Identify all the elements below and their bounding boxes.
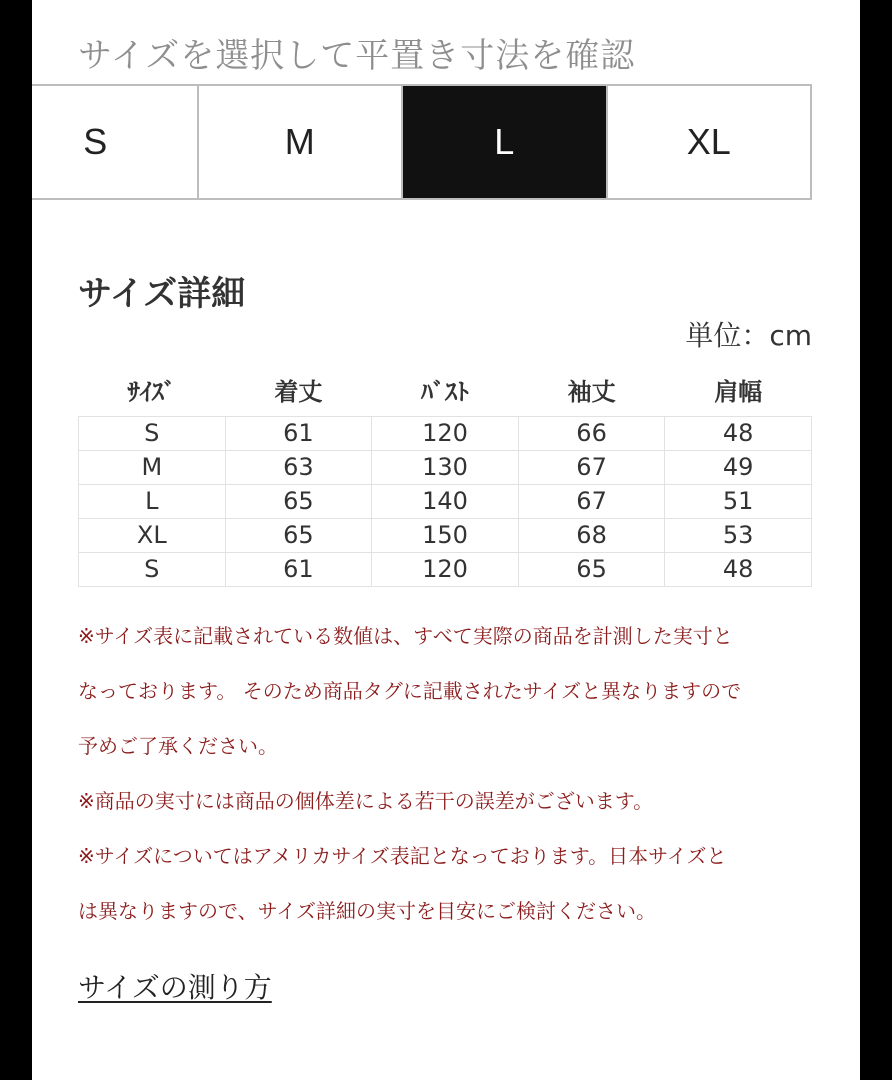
unit-label: 単位：cm bbox=[685, 319, 812, 352]
table-cell: 67 bbox=[518, 450, 665, 484]
table-header-row bbox=[79, 364, 812, 416]
table-row bbox=[79, 552, 812, 586]
size-tab-xl[interactable]: XL bbox=[608, 86, 811, 198]
table-cell: 51 bbox=[665, 484, 812, 518]
table-cell: 61 bbox=[225, 416, 372, 450]
table-cell: XL bbox=[79, 518, 226, 552]
note-line: ※サイズについてはアメリカサイズ表記となっております。日本サイズと bbox=[78, 844, 727, 868]
table-cell: 49 bbox=[665, 450, 812, 484]
table-cell: 150 bbox=[372, 518, 519, 552]
size-spec-table bbox=[78, 364, 812, 587]
table-cell: 66 bbox=[518, 416, 665, 450]
table-row bbox=[79, 450, 812, 484]
table-cell: L bbox=[79, 484, 226, 518]
table-row bbox=[79, 484, 812, 518]
size-tab-l[interactable]: L bbox=[403, 86, 608, 198]
note-line: 予めご了承ください。 bbox=[78, 734, 278, 758]
size-tab-s[interactable]: S bbox=[32, 86, 199, 198]
table-cell: 130 bbox=[372, 450, 519, 484]
table-cell: S bbox=[79, 552, 226, 586]
table-row bbox=[79, 416, 812, 450]
table-cell: 67 bbox=[518, 484, 665, 518]
size-select-heading: サイズを選択して平置き寸法を確認 bbox=[78, 36, 636, 76]
size-tab-m[interactable]: M bbox=[199, 86, 404, 198]
table-cell: 61 bbox=[225, 552, 372, 586]
table-cell: 120 bbox=[372, 552, 519, 586]
table-cell: 63 bbox=[225, 450, 372, 484]
note-line: ※商品の実寸には商品の個体差による若干の誤差がございます。 bbox=[78, 789, 654, 813]
table-cell: 48 bbox=[665, 416, 812, 450]
table-cell: S bbox=[79, 416, 226, 450]
header-sleeve: 袖丈 bbox=[567, 378, 616, 407]
table-cell: 68 bbox=[518, 518, 665, 552]
table-cell: 65 bbox=[225, 484, 372, 518]
table-cell: 48 bbox=[665, 552, 812, 586]
header-shoulder: 肩幅 bbox=[714, 378, 763, 407]
how-to-measure-link[interactable]: サイズの測り方 bbox=[78, 971, 272, 1004]
size-tabs bbox=[32, 84, 812, 200]
table-cell: 140 bbox=[372, 484, 519, 518]
header-size: ｻｲｽﾞ bbox=[127, 378, 176, 407]
header-bust: ﾊﾞｽﾄ bbox=[420, 378, 469, 407]
note-line: ※サイズ表に記載されている数値は、すべて実際の商品を計測した実寸と bbox=[78, 624, 733, 648]
table-cell: 65 bbox=[225, 518, 372, 552]
table-cell: 65 bbox=[518, 552, 665, 586]
size-detail-title: サイズ詳細 bbox=[78, 274, 246, 314]
note-line: は異なりますので、サイズ詳細の実寸を目安にご検討ください。 bbox=[78, 899, 656, 923]
table-cell: 120 bbox=[372, 416, 519, 450]
size-guide-page bbox=[32, 0, 860, 1080]
table-row bbox=[79, 518, 812, 552]
header-length: 着丈 bbox=[274, 378, 323, 407]
note-line: なっております。 そのため商品タグに記載されたサイズと異なりますので bbox=[78, 679, 742, 703]
size-notes bbox=[78, 620, 818, 950]
table-cell: 53 bbox=[665, 518, 812, 552]
table-cell: M bbox=[79, 450, 226, 484]
